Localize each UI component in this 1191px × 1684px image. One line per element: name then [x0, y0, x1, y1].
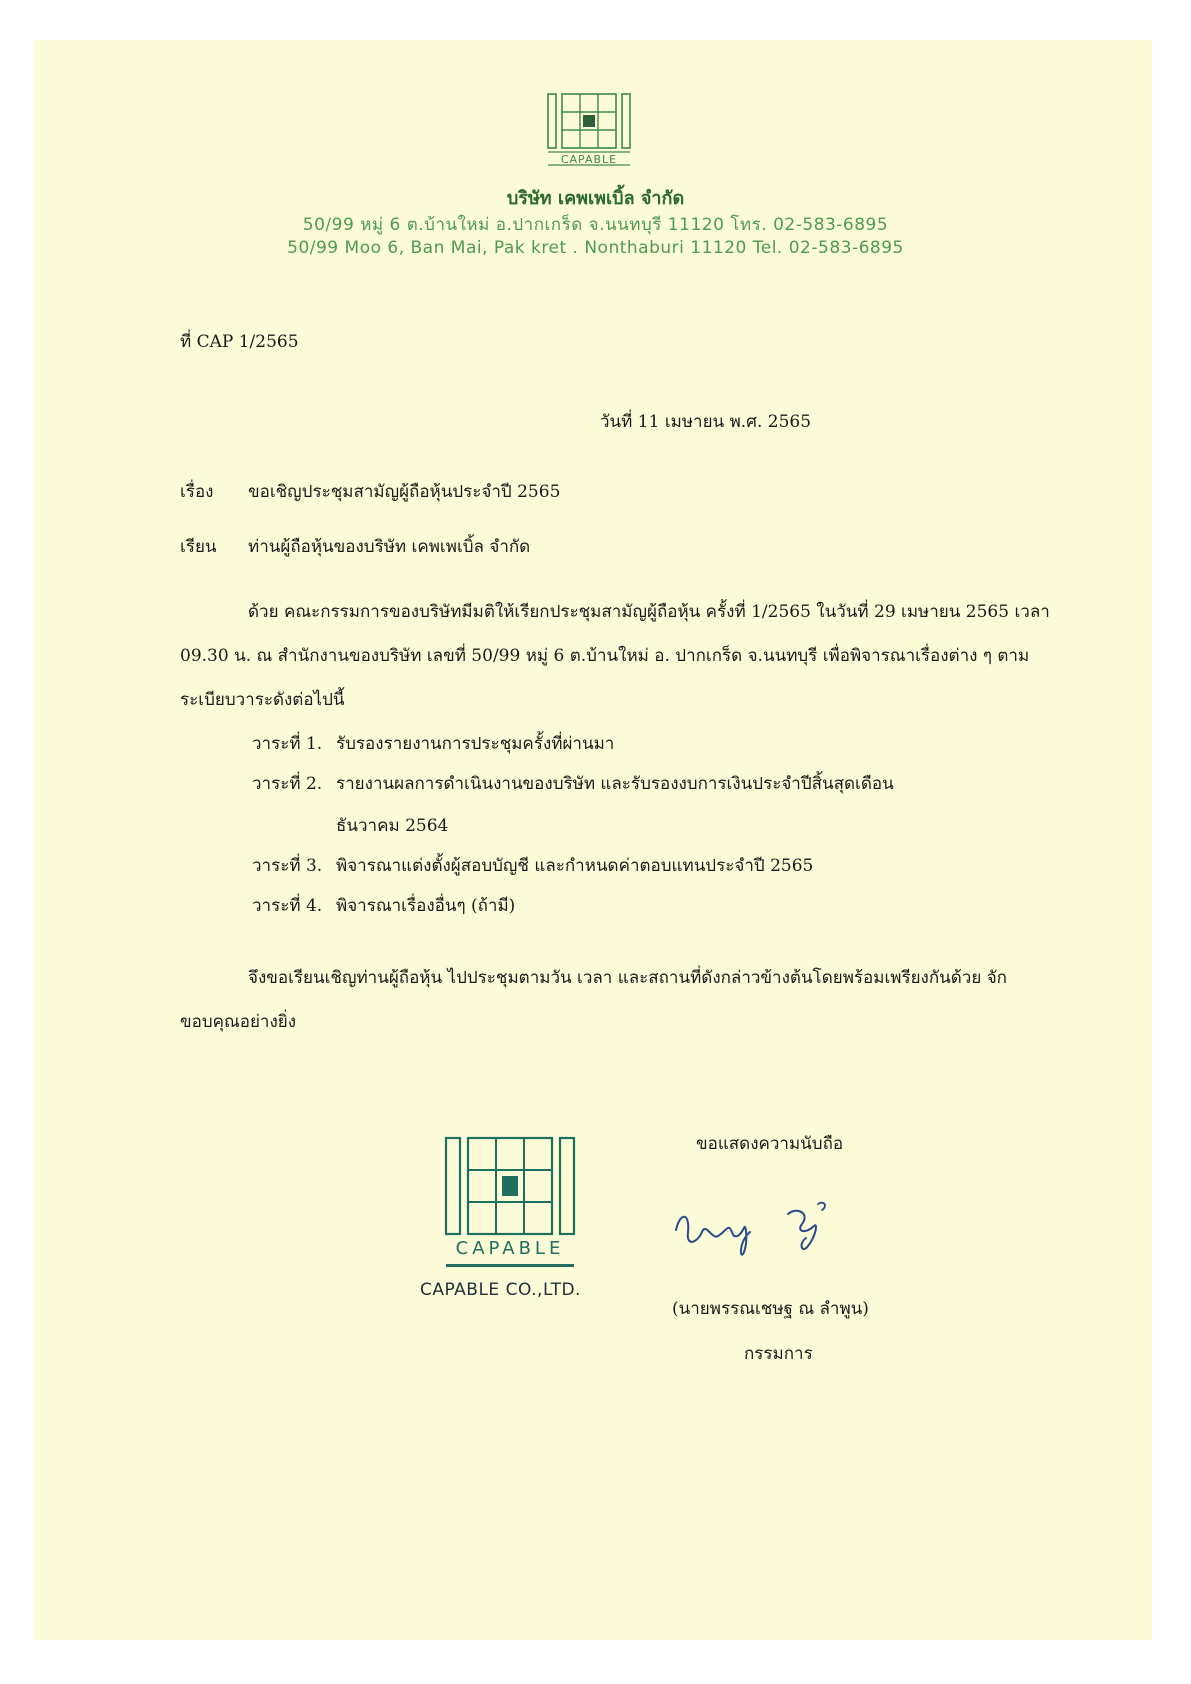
agenda-number: วาระที่ 3.: [252, 856, 323, 876]
agenda-number: วาระที่ 1.: [252, 734, 323, 754]
address-thai: 50/99 หมู่ 6 ต.บ้านใหม่ อ.ปากเกร็ด จ.นนทบุรี 11120 โทร. 02-583-6895: [302, 215, 889, 235]
body-paragraph-2: [180, 956, 1050, 1044]
closing-regards: ขอแสดงความนับถือ: [696, 1134, 844, 1154]
agenda-text: พิจารณาแต่งตั้งผู้สอบบัญชี และกำหนดค่าตอบแทนประจำปี 2565: [336, 856, 814, 876]
agenda-number: วาระที่ 4.: [252, 896, 323, 916]
letter-sheet: [34, 40, 1152, 1640]
agenda-text: พิจารณาเรื่องอื่นๆ (ถ้ามี): [336, 896, 516, 916]
letter-date: วันที่ 11 เมษายน พ.ศ. 2565: [600, 412, 812, 432]
signature-image: [668, 1192, 868, 1266]
agenda-text: รายงานผลการดำเนินงานของบริษัท และรับรองงบการเงินประจำปีสิ้นสุดเดือน: [336, 774, 894, 794]
subject-text: ขอเชิญประชุมสามัญผู้ถือหุ้นประจำปี 2565: [248, 482, 561, 502]
subject-label: เรื่อง: [180, 482, 214, 502]
stamp-company-name: CAPABLE CO.,LTD.: [420, 1280, 581, 1300]
company-name-thai: บริษัท เคพเพเบิ้ล จำกัด: [506, 188, 685, 209]
body-paragraph-2-text: จึงขอเรียนเชิญท่านผู้ถือหุ้น ไปประชุมตามวัน เวลา และสถานที่ดังกล่าวข้างต้นโดยพร้อมเพรียงกันด้วย จักขอบคุณอย่างยิ่ง: [180, 968, 1007, 1032]
stamp-underline: [446, 1264, 574, 1267]
company-logo: [546, 92, 632, 166]
address-english: 50/99 Moo 6, Ban Mai, Pak kret . Nonthaburi 11120 Tel. 02-583-6895: [287, 238, 904, 258]
svg-text:CAPABLE: CAPABLE: [560, 153, 618, 166]
stamp-brand: CAPABLE: [455, 1238, 565, 1259]
reference-number: ที่ CAP 1/2565: [180, 332, 299, 352]
body-paragraph-1: [180, 590, 1050, 722]
company-stamp-logo: [444, 1134, 576, 1240]
recipient-text: ท่านผู้ถือหุ้นของบริษัท เคพเพเบิ้ล จำกัด: [248, 537, 531, 557]
agenda-text-continued: ธันวาคม 2564: [336, 816, 449, 836]
body-paragraph-1-text: ด้วย คณะกรรมการของบริษัทมีมติให้เรียกประชุมสามัญผู้ถือหุ้น ครั้งที่ 1/2565 ในวันที่ 29 เมษายน 2565 เวลา 09.30 น. ณ สำนักงานของบริษัท เลขที่ 50/99 หมู่ 6 ต.บ้านใหม่ อ. ปากเกร็ด จ.นนทบุรี เพื่อพิจารณาเรื่องต่าง ๆ ตามระเบียบวาระดังต่อไปนี้: [180, 602, 1050, 710]
agenda-number: วาระที่ 2.: [252, 774, 323, 794]
agenda-text: รับรองรายงานการประชุมครั้งที่ผ่านมา: [336, 734, 615, 754]
recipient-label: เรียน: [180, 537, 217, 557]
signer-name: (นายพรรณเชษฐ ณ ลำพูน): [672, 1299, 869, 1319]
signer-title: กรรมการ: [744, 1344, 813, 1364]
